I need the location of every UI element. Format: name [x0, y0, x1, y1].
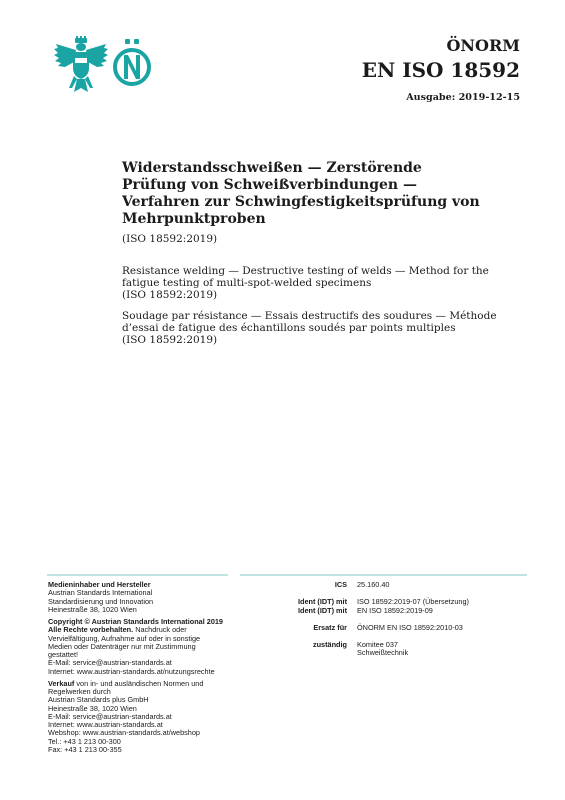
title-english-line: fatigue testing of multi-spot-welded specimens: [122, 276, 372, 289]
replaces-row: [240, 624, 530, 632]
norm-number: EN ISO 18592: [361, 58, 520, 82]
austrian-eagle-logo-icon: [52, 36, 110, 94]
title-english-line: (ISO 18592:2019): [122, 288, 218, 301]
ident-label: Ident (IDT) mit: [297, 605, 347, 615]
committee-number: Komitee 037: [357, 640, 398, 649]
committee-name: Schweißtechnik: [357, 648, 409, 658]
sales-bold: Verkauf: [48, 678, 75, 688]
sales-line: Tel.: +43 1 213 00-300: [48, 736, 121, 746]
sales-rest: von in- und ausländischen Normen und: [76, 678, 204, 688]
document-metadata: [240, 581, 530, 658]
rights-line: Vervielfältigung, Aufnahme auf oder in sonstige: [48, 633, 201, 643]
title-english-line: Resistance welding — Destructive testing of welds — Method for the: [122, 265, 489, 277]
sales-line: Fax: +43 1 213 00-355: [48, 744, 122, 754]
ident-label: Ident (IDT) mit: [297, 597, 347, 607]
sales-line: Internet: www.austrian-standards.at: [48, 720, 163, 729]
rights-line: Medien oder Datenträger nur mit Zustimmung: [48, 641, 196, 651]
replaces-label: Ersatz für: [313, 622, 347, 632]
title-french: [122, 310, 497, 346]
footer-divider-right: [240, 574, 527, 576]
on-logo-icon: [110, 37, 154, 93]
issue-date: Ausgabe: 2019-12-15: [406, 92, 520, 103]
publisher-info: [48, 581, 233, 754]
title-english: [122, 265, 489, 301]
title-french-line: d’essai de fatigue des échantillons soudés par points multiples: [122, 321, 456, 334]
responsible-row: [240, 641, 530, 658]
ident-value: ISO 18592:2019-07 (Übersetzung): [357, 597, 469, 607]
document-title-german: Widerstandsschweißen — Zerstörende Prüfung von Schweißverbindungen — Verfahren zur Schwingfestigkeitsprüfung von Mehrpunktproben: [122, 160, 480, 227]
ident-row: [240, 607, 530, 615]
sales-line: Regelwerken durch: [48, 687, 111, 696]
sales-line: Webshop: www.austrian-standards.at/webshop: [48, 728, 200, 738]
footer-divider-left: [47, 574, 228, 576]
owner-line: Heinestraße 38, 1020 Wien: [48, 604, 137, 614]
owner-line: Standardisierung und Innovation: [48, 596, 154, 606]
contact-email: E-Mail: service@austrian-standards.at: [48, 658, 172, 668]
ics-row: [240, 581, 530, 589]
rights-line: gestattet!: [48, 650, 79, 659]
ident-value: EN ISO 18592:2019-09: [357, 605, 433, 615]
sales-line: Austrian Standards plus GmbH: [48, 695, 149, 705]
owner-heading: Medieninhaber und Hersteller: [48, 580, 151, 589]
responsible-value: [357, 641, 530, 658]
ics-label: ICS: [334, 580, 347, 589]
owner-line: Austrian Standards International: [48, 588, 153, 598]
sales-line: Heinestraße 38, 1020 Wien: [48, 703, 137, 713]
contact-internet: Internet: www.austrian-standards.at/nutzungsrechte: [48, 666, 215, 676]
title-french-line: Soudage par résistance — Essais destructifs des soudures — Méthode: [122, 310, 497, 322]
iso-reference: (ISO 18592:2019): [122, 233, 218, 245]
ics-value: 25.160.40: [357, 580, 390, 589]
copyright-heading: Copyright © Austrian Standards International 2019: [48, 617, 223, 626]
sales-line: E-Mail: service@austrian-standards.at: [48, 711, 172, 721]
responsible-label: zuständig: [312, 640, 347, 649]
title-french-line: (ISO 18592:2019): [122, 333, 218, 346]
replaces-value: ÖNORM EN ISO 18592:2010-03: [357, 622, 463, 632]
norm-type: ÖNORM: [446, 36, 520, 55]
rights-rest: Nachdruck oder: [135, 625, 187, 635]
rights-bold: Alle Rechte vorbehalten.: [48, 625, 134, 635]
